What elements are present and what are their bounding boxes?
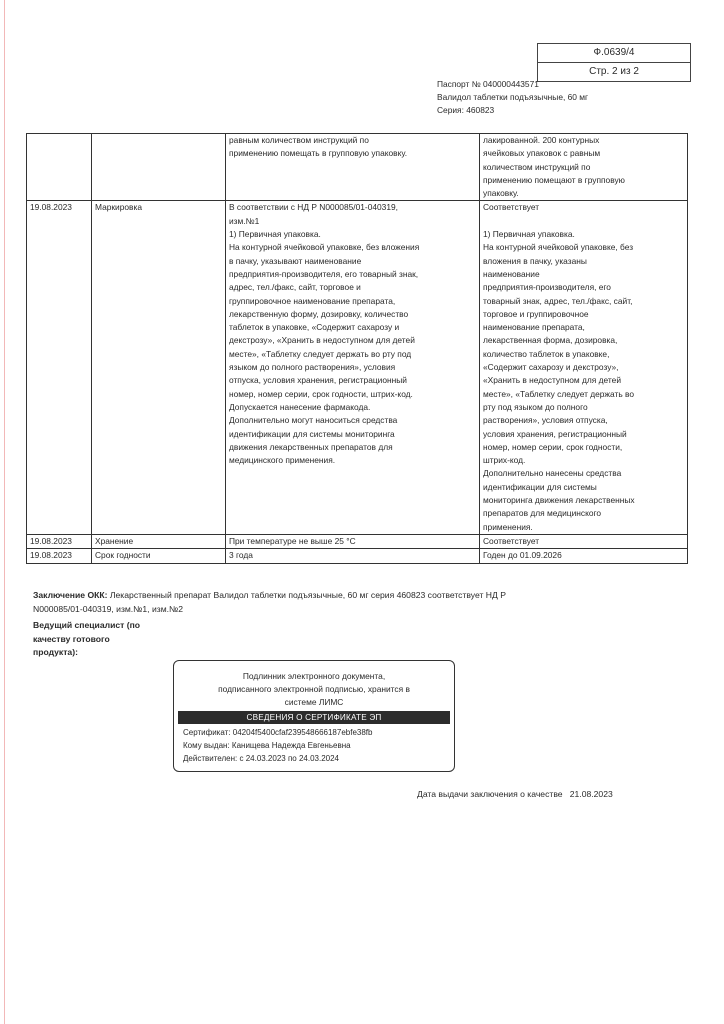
table-row	[27, 134, 688, 201]
stamp-issued-to	[183, 740, 351, 752]
passport-series: Серия: 460823	[437, 105, 495, 115]
conclusion-label: Заключение ОКК:	[33, 590, 108, 600]
table-row	[27, 534, 688, 548]
table-row	[27, 549, 688, 563]
cell-date	[27, 134, 92, 201]
electronic-signature-stamp	[173, 660, 455, 772]
valid-label: Действителен:	[183, 754, 238, 763]
cell-date: 19.08.2023	[27, 534, 92, 548]
page-counter: Стр. 2 из 2	[538, 62, 690, 81]
cell-date: 19.08.2023	[27, 549, 92, 563]
valid-value: с 24.03.2023 по 24.03.2024	[239, 754, 339, 763]
quality-conclusion	[33, 588, 553, 616]
issued-value: Канищева Надежда Евгеньевна	[231, 741, 351, 750]
page-margin-line	[4, 0, 5, 1024]
cell-result: Годен до 01.09.2026	[480, 549, 688, 563]
certificate-value: 04204f5400cfaf239548666187ebfe38fb	[232, 728, 373, 737]
issue-label: Дата выдачи заключения о качестве	[417, 789, 563, 799]
cell-indicator: Хранение	[92, 534, 226, 548]
test-results-table	[26, 133, 688, 564]
form-code: Ф.0639/4	[593, 47, 635, 58]
issue-date-line	[417, 789, 613, 799]
table-row	[27, 201, 688, 534]
cell-requirement: В соответствии с НД Р N000085/01-040319, изм.№1 1) Первичная упаковка. На контурной ячейковой упаковке, без вложения в пачку, указывают наименование предприятия-производителя, его товарный знак, адрес, тел./факс, сайт, торговое и группировочное наименование препарата, лекарственную форму, дозировку, количество таблеток в упаковке, «Содержит сахарозу и декстрозу», «Хранить в недоступном для детей месте», «Таблетку следует держать во рту под языком до полного растворения», условия отпуска, условия хранения, регистрационный номер, номер серии, срок годности, штрих-код. Допускается нанесение фармакода. Дополнительно могут наноситься средства идентификации для системы мониторинга движения лекарственных препаратов для медицинского применения.	[226, 201, 480, 534]
cell-indicator	[92, 134, 226, 201]
issued-label: Кому выдан:	[183, 741, 230, 750]
form-number-box	[537, 43, 691, 82]
cell-requirement: 3 года	[226, 549, 480, 563]
cell-indicator: Маркировка	[92, 201, 226, 534]
certificate-label: Сертификат:	[183, 728, 231, 737]
cell-requirement: равным количеством инструкций по применению помещать в групповую упаковку.	[226, 134, 480, 201]
cell-result: Соответствует	[480, 534, 688, 548]
stamp-validity	[183, 753, 339, 765]
stamp-certificate	[183, 727, 372, 739]
cell-indicator: Срок годности	[92, 549, 226, 563]
passport-number: Паспорт № 040000443571	[437, 79, 539, 89]
cell-result: Соответствует 1) Первичная упаковка. На контурной ячейковой упаковке, без вложения в пачку, указаны наименование предприятия-производителя, его товарный знак, адрес, тел./факс, сайт, торговое и группировочное наименование препарата, лекарственная форма, дозировка, количество таблеток в упаковке, «Содержит сахарозу и декстрозу», «Хранить в недоступном для детей месте», «Таблетку следует держать во рту под языком до полного растворения», условия отпуска, условия хранения, регистрационный номер, номер серии, срок годности, штрих-код. Дополнительно нанесены средства идентификации для системы мониторинга движения лекарственных препаратов для медицинского применения.	[480, 201, 688, 534]
issue-date: 21.08.2023	[569, 789, 613, 799]
cell-result: лакированной. 200 контурных ячейковых упаковок с равным количеством инструкций по применению помещают в групповую упаковку.	[480, 134, 688, 201]
passport-product: Валидол таблетки подъязычные, 60 мг	[437, 92, 589, 102]
specialist-label: Ведущий специалист (по качеству готового продукта):	[33, 620, 141, 657]
conclusion-text: Лекарственный препарат Валидол таблетки подъязычные, 60 мг серия 460823 соответствует НД Р N000085/01-040319, изм.№1, изм.№2	[33, 590, 506, 614]
stamp-text: Подлинник электронного документа, подписанного электронной подписью, хранится в системе ЛИМС	[218, 671, 410, 707]
passport-block	[437, 78, 588, 117]
cell-requirement: При температуре не выше 25 °С	[226, 534, 480, 548]
stamp-header: СВЕДЕНИЯ О СЕРТИФИКАТЕ ЭП	[178, 711, 450, 724]
cell-date: 19.08.2023	[27, 201, 92, 534]
